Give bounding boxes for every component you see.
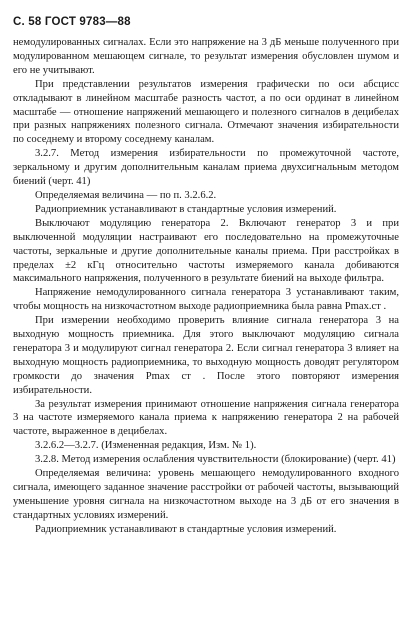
section-heading-3-2-8: 3.2.8. Метод измерения ослабления чувствительности (блокирование) (черт. 41)	[35, 454, 396, 466]
paragraph: Радиоприемник устанавливают в стандартные условия измерений.	[35, 203, 337, 215]
page-header: С. 58 ГОСТ 9783—88	[13, 16, 131, 28]
amendment-note: 3.2.6.2—3.2.7. (Измененная редакция, Изм. № 1).	[35, 440, 257, 452]
paragraph: Определяемая величина — по п. 3.2.6.2.	[35, 189, 217, 201]
paragraph: Напряжение немодулированного сигнала генератора 3 устанавливают таким, чтобы мощность на низкочастотном выходе радиоприемника была равна Pmax.ст .	[13, 287, 399, 313]
paragraph: немодулированных сигналах. Если это напряжение на 3 дБ меньше полученного при модулированном мешающем сигнале, то результат измерения обусловлен шумом и его не учитывают.	[13, 37, 399, 76]
paragraph: За результат измерения принимают отношение напряжения сигнала генератора 3 на частоте измеряемого канала приема к напряжению генератора 2 на рабочей частоте, выраженное в децибелах.	[13, 398, 399, 438]
paragraph: Радиоприемник устанавливают в стандартные условия измерений.	[35, 523, 337, 535]
paragraph: Определяемая величина: уровень мешающего немодулированного входного сигнала, имеющего заданное значение расстройки от рабочей частоты, вызывающий уменьшение уровня сигнала на низкочастотном выходе на 3 дБ от его значения в стандартных условиях измерений.	[13, 468, 399, 521]
section-heading-3-2-7: 3.2.7. Метод измерения избирательности по промежуточной частоте, зеркальному и другим дополнительным каналам приема двухсигнальным методом биений (черт. 41)	[13, 148, 399, 188]
paragraph: Выключают модуляцию генератора 2. Включают генератор 3 и при выключенной модуляции настраивают его последовательно на промежуточные частоты, зеркальные и другие дополнительные каналы приема. При расстройках в пределах ±2 кГц относительно частоты измеряемого канала добиваются максимального напряжения, полученного в результате биений на выходе фильтра.	[13, 217, 399, 285]
paragraph: При представлении результатов измерения графически по оси абсцисс откладывают в линейном масштабе разность частот, а по оси ординат в линейном масштабе — отношение напряжений мешающего и полезного сигналов в децибелах при разных напряжениях полезного сигнала. Отмечают значения избирательности по соседнему и второму соседнему каналам.	[13, 78, 399, 146]
page-content	[13, 36, 399, 537]
paragraph: При измерении необходимо проверить влияние сигнала генератора 3 на выходную мощность приемника. Для этого выключают модуляцию сигнала генератора 3 и модулируют сигнал генератора 2. Если сигнал генератора 3 влияет на выходную мощность радиоприемника, то выходную мощность доводят регулятором громкости до значения Pmax ст . После этого повторяют измерения избирательности.	[13, 315, 399, 396]
